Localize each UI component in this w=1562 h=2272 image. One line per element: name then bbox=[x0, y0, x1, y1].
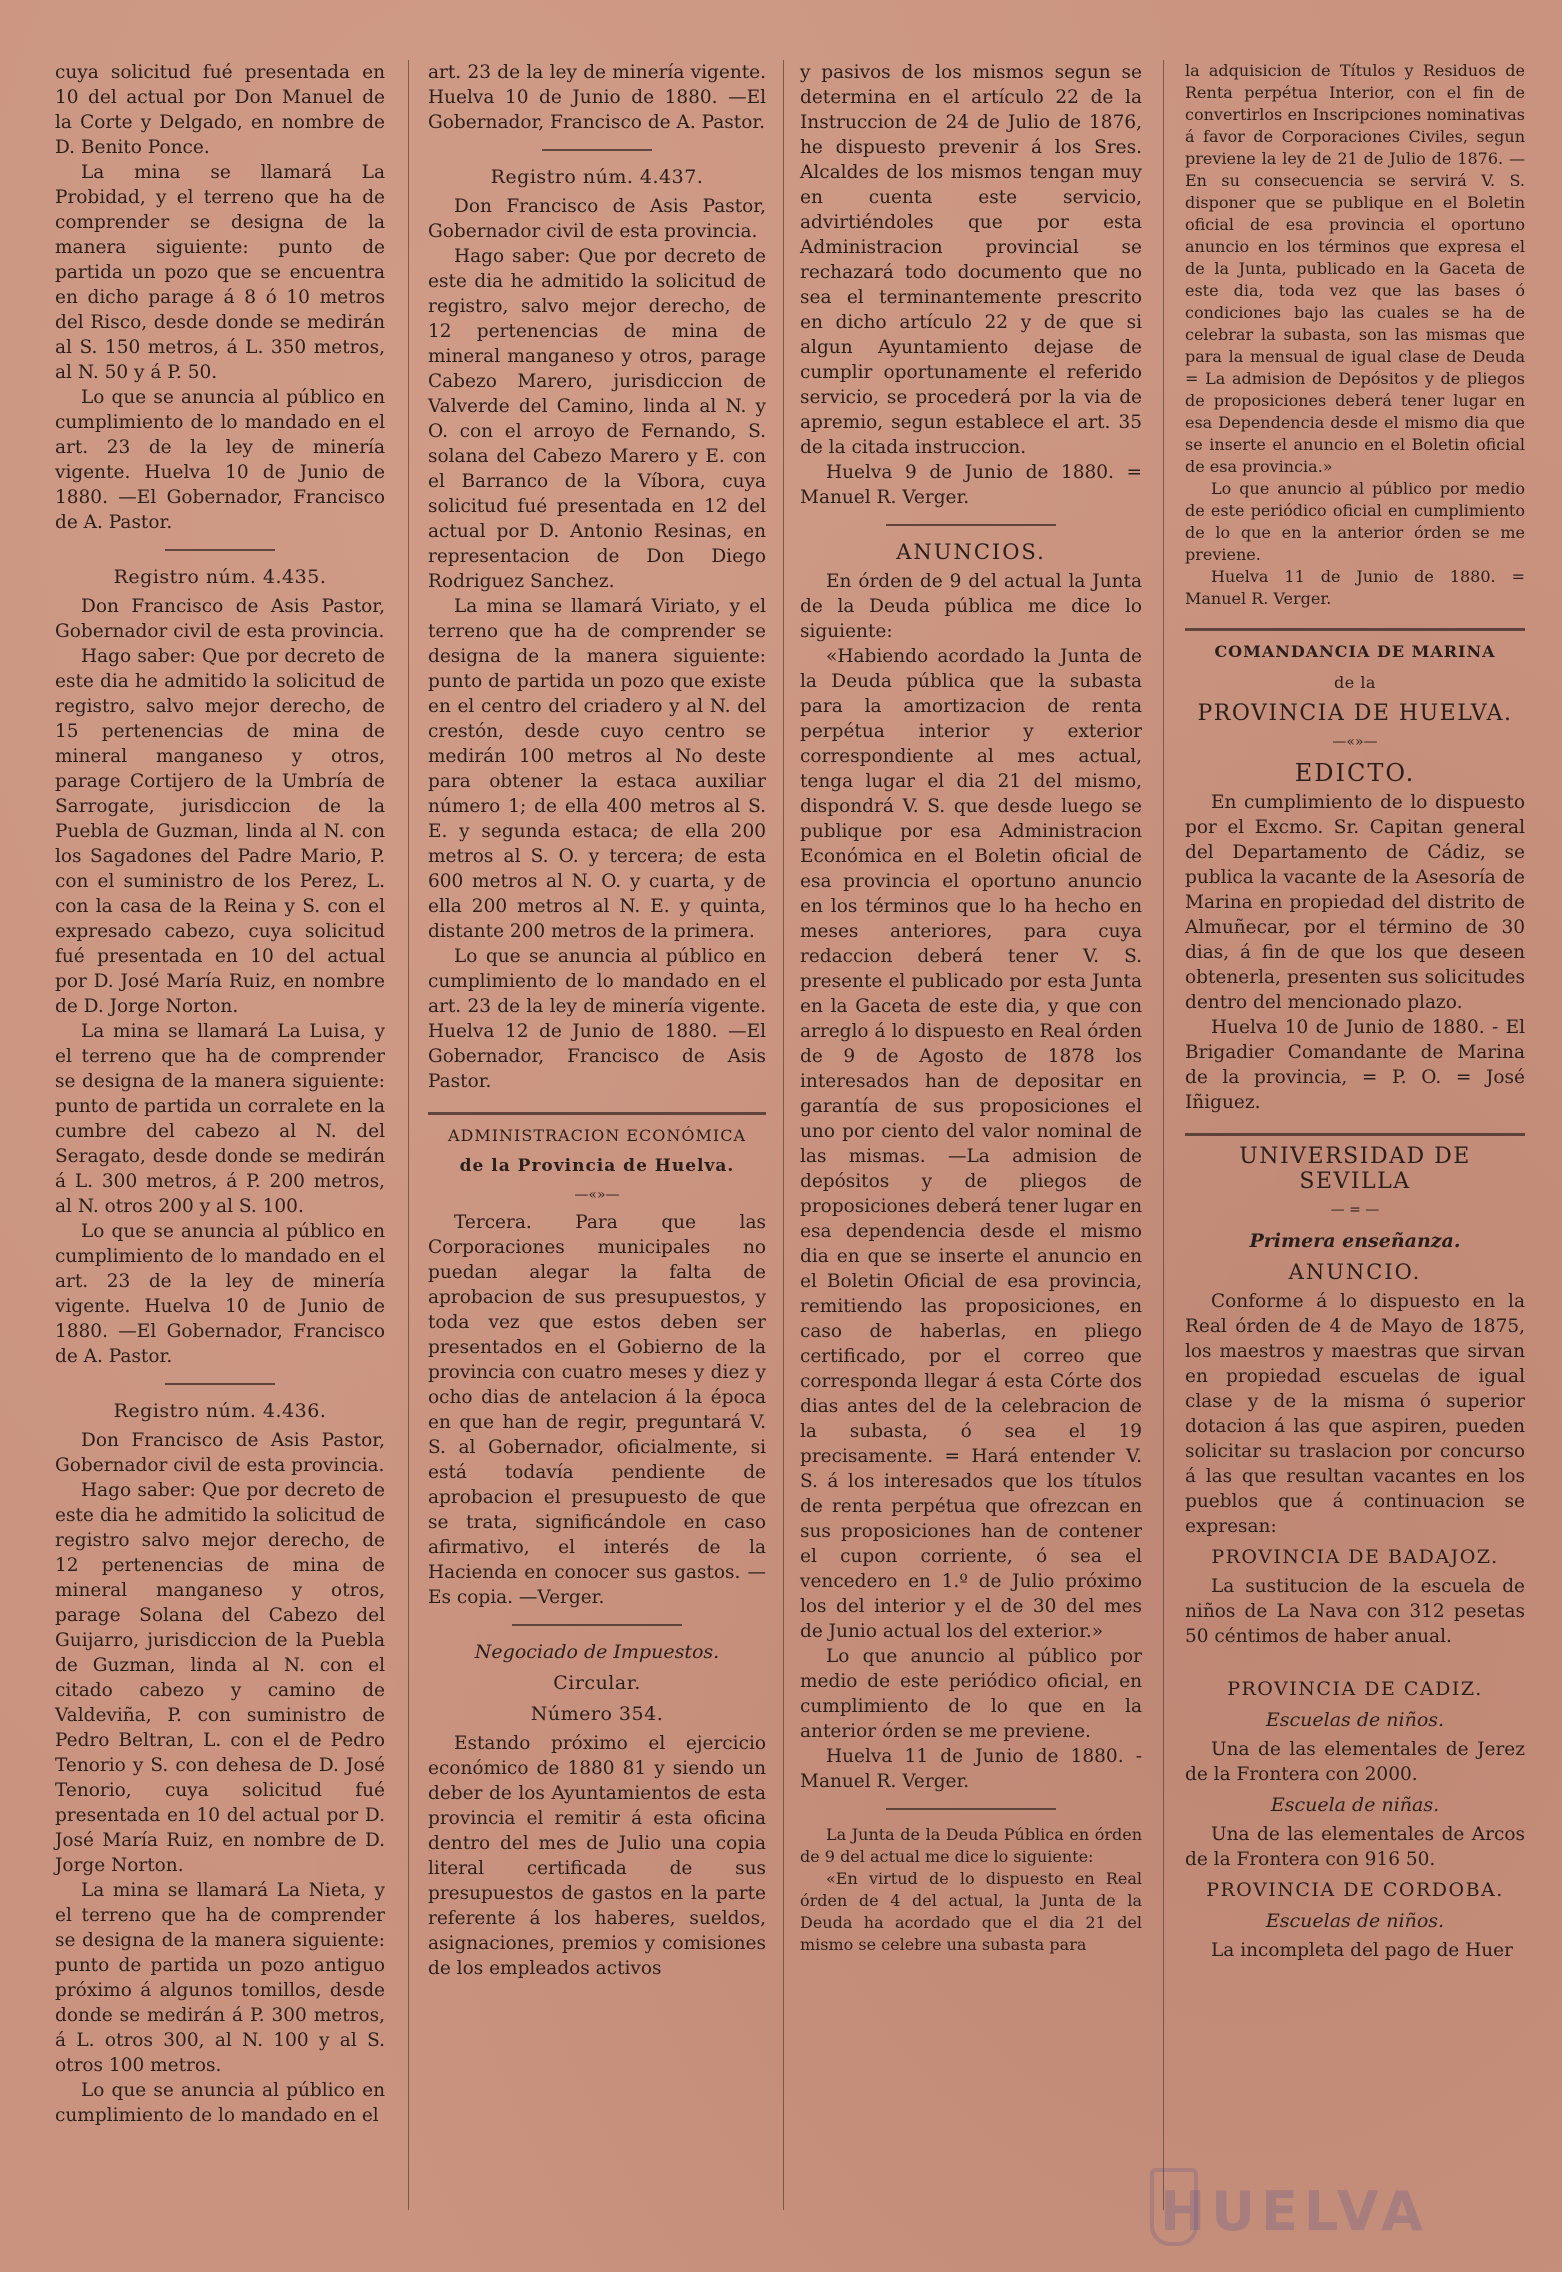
badajoz-title: PROVINCIA DE BADAJOZ. bbox=[1211, 1546, 1499, 1568]
paragraph: Una de las elementales de Jerez de la Frontera con 2000. bbox=[1185, 1739, 1525, 1785]
registro-4437-title: Registro núm. 4.437. bbox=[490, 166, 704, 188]
circular-title: Circular. bbox=[553, 1672, 641, 1694]
anuncio-title: ANUNCIO. bbox=[1288, 1260, 1422, 1284]
section-rule bbox=[512, 1624, 682, 1626]
primera-ensenanza-title: Primera enseñanza. bbox=[1249, 1230, 1461, 1252]
escuela-ninas-title: Escuela de niñas. bbox=[1270, 1794, 1440, 1816]
marina-de-la: de la bbox=[1334, 673, 1376, 692]
registro-4436-title: Registro núm. 4.436. bbox=[113, 1400, 327, 1422]
paragraph: Lo que se anuncia al público en cumplimiento de lo mandado en el art. 23 de la ley de minería vigente. Huelva 10 de Junio de 1880. —El Gobernador, Francisco de A. Pastor. bbox=[55, 1221, 385, 1367]
paragraph: La sustitucion de la escuela de niños de La Nava con 312 pesetas 50 céntimos de haber anual. bbox=[1185, 1576, 1525, 1647]
section-rule bbox=[542, 149, 652, 151]
admin-title: ADMINISTRACION ECONÓMICA bbox=[447, 1126, 747, 1145]
paragraph: La mina se llamará La Nieta, y el terreno que ha de comprender se designa de la manera siguiente: punto de partida un pozo antiguo próximo á algunos tomillos, desde donde se medirán á P. 300 metros, á L. otros 300, al N. 100 y al S. otros 100 metros. bbox=[55, 1880, 385, 2076]
section-rule bbox=[1185, 628, 1525, 631]
universidad-title: UNIVERSIDAD DE SEVILLA bbox=[1239, 1144, 1471, 1194]
admin-subtitle: de la Provincia de Huelva. bbox=[459, 1156, 735, 1176]
paragraph: Conforme á lo dispuesto en la Real órden de 4 de Mayo de 1875, los maestros y maestras que sirvan en propiedad escuelas de igual clase y de la misma ó superior dotacion á las que aspiren, pueden solicitar su traslacion por concurso á las que resultan vacantes en los pueblos que á continuacion se expresan: bbox=[1185, 1291, 1525, 1537]
paragraph: En cumplimiento de lo dispuesto por el Excmo. Sr. Capitan general del Departamento de Cádiz, se publica la vacante de la Asesoría de Marina en propiedad del distrito de Almuñecar, por el término de 30 dias, á fin de que los que deseen obtenerla, presenten sus solicitudes dentro del mencionado plazo. bbox=[1185, 792, 1525, 1013]
paragraph: Hago saber: Que por decreto de este dia he admitido la solicitud de registro, salvo mejor derecho, de 12 pertenencias de mina de mineral manganeso y otros, parage Cabezo Marero, jurisdiccion de Valverde del Camino, linda al N. y O. con el arroyo de Fernando, S. solana del Cabezo Marero y E. con el Barranco de la Víbora, cuya solicitud fué presentada en 12 del actual por D. Antonio Resinas, en representacion de Don Diego Rodriguez Sanchez. bbox=[428, 246, 766, 592]
numero-title: Número 354. bbox=[530, 1703, 664, 1725]
section-rule bbox=[165, 1383, 275, 1385]
escuelas-ninos-title: Escuelas de niños. bbox=[1265, 1910, 1445, 1932]
archive-watermark: HUELVA bbox=[1160, 2180, 1429, 2243]
paragraph: Lo que se anuncia al público en cumplimiento de lo mandado en el bbox=[55, 2080, 385, 2126]
paragraph: Hago saber: Que por decreto de este dia he admitido la solicitud de registro, salvo mejor derecho, de 15 pertenencias de mina de mineral manganeso y otros, parage Cortijero de la Umbría de Sarrogate, jurisdiccion de la Puebla de Guzman, linda al N. con los Sagadones del Padre Mario, P. con el suministro de los Perez, L. con la casa de la Reina y S. con el expresado cabezo, cuya solicitud fué presentada en 10 del actual por D. José María Ruiz, en nombre de D. Jorge Norton. bbox=[55, 646, 385, 1017]
marina-title: COMANDANCIA DE MARINA bbox=[1214, 642, 1496, 661]
paragraph: la adquisicion de Títulos y Residuos de Renta perpétua Interior, con el fin de convertirlos en Inscripciones nominativas á favor de Corporaciones Civiles, segun previene la ley de 21 de Julio de 1876. —En su consecuencia se servirá V. S. disponer que se publique en el Boletin oficial de esa provincia el oportuno anuncio en los términos que expresa el de la Junta, publicado en la Gaceta de este dia, toda vez que las bases ó condiciones bajo las cuales se ha de celebrar la subasta, son las mismas que para la mensual de igual clase de Deuda = La admision de Depósitos y de pliegos de proposiciones deberá tener lugar en esa Dependencia desde el mismo dia que se inserte el anuncio en el Boletin oficial de esa provincia.» bbox=[1185, 61, 1525, 476]
cordoba-title: PROVINCIA DE CORDOBA. bbox=[1206, 1879, 1504, 1901]
section-rule bbox=[886, 1808, 1056, 1810]
paragraph: y pasivos de los mismos segun se determina en el artículo 22 de la Instruccion de 24 de Julio de 1876, he dispuesto prevenir á los Sres. Alcaldes de los mismos tengan muy en cuenta este servicio, advirtiéndoles que por esta Administracion provincial se rechazará todo documento que no sea el terminantemente prescrito en dicho artículo 22 y de que si algun Ayuntamiento dejase de cumplir oportunamente el referido servicio, se procederá por la via de apremio, segun establece el art. 35 de la citada instruccion. bbox=[800, 62, 1142, 458]
paragraph: Hago saber: Que por decreto de este dia he admitido la solicitud de registro salvo mejor derecho, de 12 pertenencias de mina de mineral manganeso y otros, parage Solana del Cabezo del Guijarro, jurisdiccion de la Puebla de Guzman, linda al N. con el citado cabezo y camino de Valdeviña, P. con suministro de Pedro Beltran, L. con el de Pedro Tenorio y S. con dehesa de D. José Tenorio, cuya solicitud fué presentada en 10 del actual por D. José María Ruiz, en nombre de D. Jorge Norton. bbox=[55, 1480, 385, 1876]
registro-4435-title: Registro núm. 4.435. bbox=[113, 566, 327, 588]
paragraph: Don Francisco de Asis Pastor, Gobernador civil de esta provincia. bbox=[55, 596, 385, 642]
anuncios-title: ANUNCIOS. bbox=[896, 540, 1046, 564]
paragraph: art. 23 de la ley de minería vigente. Huelva 10 de Junio de 1880. —El Gobernador, Francisco de A. Pastor. bbox=[428, 62, 766, 133]
column-4 bbox=[1185, 60, 1525, 1963]
paragraph: Estando próximo el ejercicio económico de 1880 81 y siendo un deber de los Ayuntamientos de esta provincia el remitir á esta oficina dentro del mes de Julio una copia literal certificada de sus presupuestos de gastos en la parte referente á los haberes, sueldos, asignaciones, premios y comisiones de los empleados activos bbox=[428, 1733, 766, 1979]
paragraph: Huelva 10 de Junio de 1880. - El Brigadier Comandante de Marina de la provincia, = P. O. = José Iñiguez. bbox=[1185, 1017, 1525, 1113]
edicto-title: EDICTO. bbox=[1294, 759, 1416, 787]
escuelas-ninos-title: Escuelas de niños. bbox=[1265, 1709, 1445, 1731]
paragraph: La mina se llamará La Luisa, y el terreno que ha de comprender se designa de la manera siguiente: punto de partida un corralete en la cumbre del cabezo al N. del Seragato, desde donde se medirán á L. 300 metros, á P. 200 metros, al N. otros 200 y al S. 100. bbox=[55, 1021, 385, 1217]
paragraph: Tercera. Para que las Corporaciones municipales no puedan alegar la falta de aprobacion de sus presupuestos, y toda vez que estos deben ser presentados en el Gobierno de la provincia con cuatro meses y diez y ocho dias de antelacion á la época en que han de regir, preguntará V. S. al Gobernador, oficialmente, si está todavía pendiente de aprobacion el presupuesto de que se trata, significándole en caso afirmativo, el interés de la Hacienda en conocer sus gastos. —Es copia. —Verger. bbox=[428, 1212, 766, 1608]
paragraph: La incompleta del pago de Huer bbox=[1211, 1940, 1513, 1961]
paragraph: Lo que anuncio al público por medio de este periódico oficial en cumplimiento de lo que en la anterior órden se me previene. bbox=[1185, 479, 1525, 564]
column-divider bbox=[783, 60, 784, 2210]
paragraph: Huelva 9 de Junio de 1880. = Manuel R. Verger. bbox=[800, 462, 1142, 508]
paragraph: La mina se llamará La Probidad, y el terreno que ha de comprender se designa de la manera siguiente: punto de partida un pozo que se encuentra en dicho parage á 8 ó 10 metros del Risco, desde donde se medirán al S. 150 metros, á L. 350 metros, al N. 50 y á P. 50. bbox=[55, 162, 385, 383]
paragraph: Lo que anuncio al público por medio de este periódico oficial, en cumplimiento de lo que en la anterior órden se me previene. bbox=[800, 1646, 1142, 1742]
paragraph: Don Francisco de Asis Pastor, Gobernador civil de esta provincia. bbox=[428, 196, 766, 242]
ornament: — = — bbox=[1330, 1202, 1380, 1218]
negociado-title: Negociado de Impuestos. bbox=[474, 1641, 720, 1663]
section-rule bbox=[165, 549, 275, 551]
column-divider bbox=[408, 60, 409, 2210]
paragraph: Lo que se anuncia al público en cumplimiento de lo mandado en el art. 23 de la ley de minería vigente. Huelva 12 de Junio de 1880. —El Gobernador, Francisco de Asis Pastor. bbox=[428, 946, 766, 1092]
section-rule bbox=[428, 1112, 766, 1115]
column-1 bbox=[55, 60, 385, 2128]
marina-province: PROVINCIA DE HUELVA. bbox=[1197, 701, 1513, 726]
column-2 bbox=[428, 60, 766, 1981]
paragraph: En órden de 9 del actual la Junta de la Deuda pública me dice lo siguiente: bbox=[800, 571, 1142, 642]
paragraph: «Habiendo acordado la Junta de la Deuda pública que la subasta para la amortizacion de renta perpétua interior y exterior correspondiente al mes actual, tenga lugar el dia 21 del mismo, dispondrá V. S. que desde luego se publique por esa Administracion Económica en el Boletin oficial de esa provincia el oportuno anuncio en los términos que lo ha hecho en meses anteriores, para cuya redaccion deberá tener V. S. presente el publicado por esta Junta en la Gaceta de este dia, y que con arreglo á lo dispuesto en Real órden de 9 de Agosto de 1878 los interesados han de depositar en garantía de sus proposiciones el uno por ciento del valor nominal de las mismas. —La admision de depósitos y de pliegos de proposiciones deberá tener lugar en esa dependencia desde el mismo dia en que se inserte el anuncio en el Boletin Oficial de esa provincia, remitiendo las proposiciones, en caso de haberlas, en pliego certificado, por el correo que corresponda llegar á esta Córte dos dias antes del de la celebracion de la subasta, ó sea el 19 precisamente. = Hará entender V. S. á los interesados que los títulos de renta perpétua que ofrezcan en sus proposiciones han de contener el cupon corriente, ó sea el vencedero en 1.º de Julio próximo los del interior y el de 30 del mes de Junio actual los del exterior.» bbox=[800, 646, 1142, 1642]
section-rule bbox=[886, 524, 1056, 526]
ornament: —«»— bbox=[1332, 734, 1378, 750]
paragraph: La Junta de la Deuda Pública en órden de 9 del actual me dice lo siguiente: bbox=[800, 1825, 1142, 1866]
paragraph: cuya solicitud fué presentada en 10 del actual por Don Manuel de la Corte y Delgado, en nombre de D. Benito Ponce. bbox=[55, 62, 385, 158]
ornament: —«»— bbox=[574, 1187, 620, 1203]
paragraph: «En virtud de lo dispuesto en Real órden de 4 del actual, la Junta de la Deuda ha acordado que el dia 21 del mismo se celebre una subasta para bbox=[800, 1869, 1142, 1954]
section-rule bbox=[1185, 1133, 1525, 1136]
paragraph: Huelva 11 de Junio de 1880. - Manuel R. Verger. bbox=[800, 1746, 1142, 1792]
column-3 bbox=[800, 60, 1142, 1956]
paragraph: Huelva 11 de Junio de 1880. = Manuel R. Verger. bbox=[1185, 567, 1525, 608]
paragraph: Lo que se anuncia al público en cumplimiento de lo mandado en el art. 23 de la ley de minería vigente. Huelva 10 de Junio de 1880. —El Gobernador, Francisco de A. Pastor. bbox=[55, 387, 385, 533]
paragraph: Una de las elementales de Arcos de la Frontera con 916 50. bbox=[1185, 1824, 1525, 1870]
paragraph: La mina se llamará Viriato, y el terreno que ha de comprender se designa de la manera siguiente: punto de partida un pozo que existe en el centro del criadero y al N. del crestón, desde cuyo centro se medirán 100 metros al No deste para obtener la estaca auxiliar número 1; de ella 400 metros al S. E. y segunda estaca; de ella 200 metros al S. O. y tercera; de esta 600 metros al N. O. y cuarta, y de ella 200 metros al N. E. y quinta, distante 200 metros de la primera. bbox=[428, 596, 766, 942]
cadiz-title: PROVINCIA DE CADIZ. bbox=[1227, 1678, 1483, 1700]
paragraph: Don Francisco de Asis Pastor, Gobernador civil de esta provincia. bbox=[55, 1430, 385, 1476]
column-divider bbox=[1163, 60, 1164, 2210]
